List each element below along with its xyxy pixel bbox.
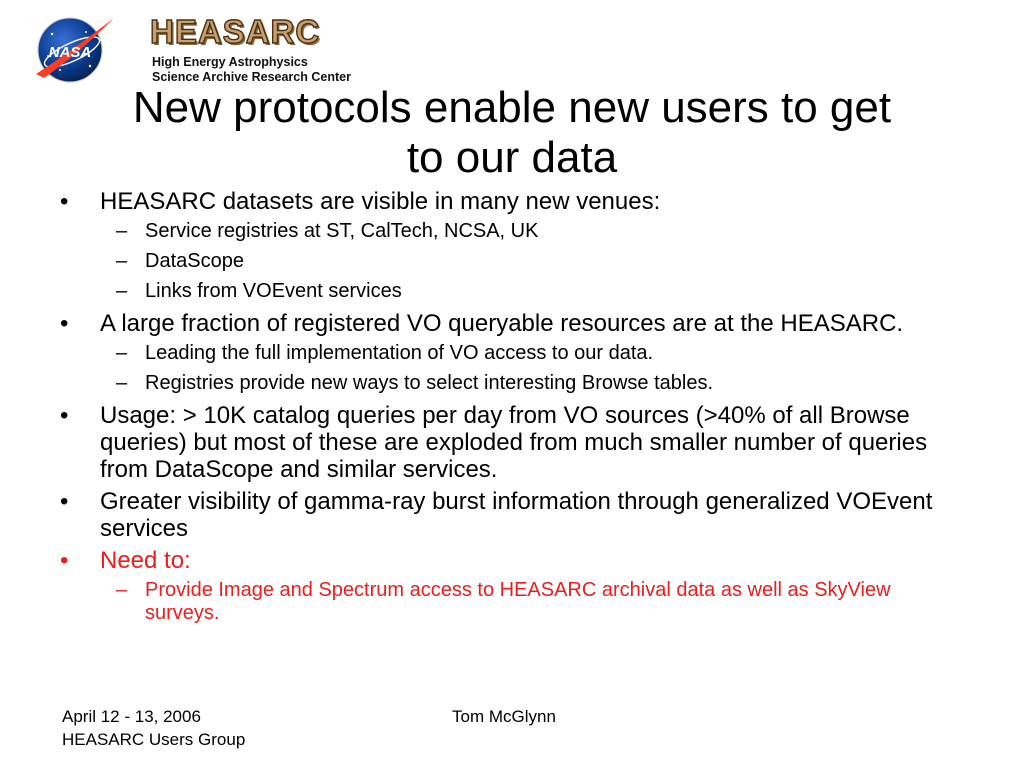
footer-date: April 12 - 13, 2006 (62, 707, 201, 726)
bullet-2-sub-2 (100, 372, 970, 395)
bullet-1-sub-3-text: Links from VOEvent services (145, 280, 402, 302)
bullet-4 (60, 488, 970, 542)
bullet-icon: • (60, 188, 69, 215)
dash-icon: – (116, 280, 128, 302)
dash-icon: – (116, 372, 128, 394)
bullet-5-sub-1 (100, 579, 970, 625)
dash-icon: – (116, 342, 128, 364)
bullet-3 (60, 402, 970, 483)
heasarc-logo-line1: High Energy Astrophysics (152, 55, 308, 69)
dash-icon: – (116, 579, 128, 601)
dash-icon: – (116, 220, 128, 242)
bullet-4-text: Greater visibility of gamma-ray burst information through generalized VOEvent services (100, 488, 933, 542)
bullet-2 (60, 310, 970, 337)
nasa-logo (30, 12, 118, 84)
heasarc-logo (150, 14, 370, 84)
bullet-2-sub-1 (100, 342, 970, 365)
slide-body (60, 188, 970, 632)
slide-title (60, 83, 964, 183)
bullet-2-sub-2-text: Registries provide new ways to select interesting Browse tables. (145, 372, 714, 394)
bullet-1-sub-3 (100, 280, 970, 303)
bullet-3-text: Usage: > 10K catalog queries per day from VO sources (>40% of all Browse queries) but most of these are exploded from much smaller number of queries from DataScope and similar services. (100, 402, 928, 483)
bullet-icon: • (60, 547, 69, 574)
bullet-1-sub-1-text: Service registries at ST, CalTech, NCSA, UK (145, 220, 539, 242)
bullet-5-sub-1-text: Provide Image and Spectrum access to HEASARC archival data as well as SkyView surveys. (145, 579, 891, 624)
slide-title-line2: to our data (406, 133, 618, 182)
bullet-1-text: HEASARC datasets are visible in many new venues: (100, 188, 661, 215)
footer-event: HEASARC Users Group (62, 730, 246, 749)
bullet-5-text: Need to: (100, 547, 191, 574)
nasa-logo-text: NASA (48, 44, 92, 61)
bullet-2-text: A large fraction of registered VO queryable resources are at the HEASARC. (100, 310, 904, 337)
bullet-icon: • (60, 310, 69, 337)
bullet-icon: • (60, 402, 69, 429)
bullet-5 (60, 547, 970, 574)
bullet-icon: • (60, 488, 69, 515)
dash-icon: – (116, 250, 128, 272)
heasarc-logo-word: HEASARC (150, 13, 321, 50)
heasarc-logo-line2: Science Archive Research Center (152, 70, 351, 84)
nasa-meatball-icon (30, 12, 118, 84)
footer-author: Tom McGlynn (452, 707, 556, 726)
bullet-1-sub-2-text: DataScope (145, 250, 244, 272)
slide-title-line1: New protocols enable new users to get (132, 83, 892, 132)
bullet-1 (60, 188, 970, 215)
bullet-2-sub-1-text: Leading the full implementation of VO access to our data. (145, 342, 654, 364)
footer-left (62, 705, 245, 751)
bullet-1-sub-2 (100, 250, 970, 273)
bullet-1-sub-1 (100, 220, 970, 243)
